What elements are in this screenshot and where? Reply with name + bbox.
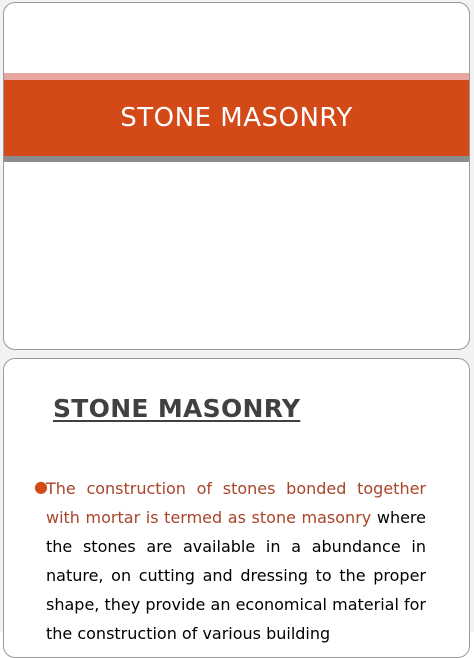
paragraph-text: where the stones are available in a abundance in nature, on cutting and dressing to the proper shape, they provide an economical material for the construction of various building — [46, 508, 427, 643]
slide-title: STONE MASONRY — [120, 103, 353, 133]
bullet-dot-icon: ● — [34, 477, 48, 496]
title-band — [4, 80, 469, 156]
title-band-bottom-stripe — [4, 156, 469, 162]
title-band-top-stripe — [4, 73, 469, 80]
content-slide[interactable] — [3, 358, 470, 658]
title-slide[interactable] — [3, 2, 470, 350]
bullet-paragraph — [46, 474, 426, 648]
slide-heading: STONE MASONRY — [53, 394, 301, 423]
highlighted-text: The construction of stones bonded together with mortar is termed as stone masonry — [46, 479, 426, 527]
